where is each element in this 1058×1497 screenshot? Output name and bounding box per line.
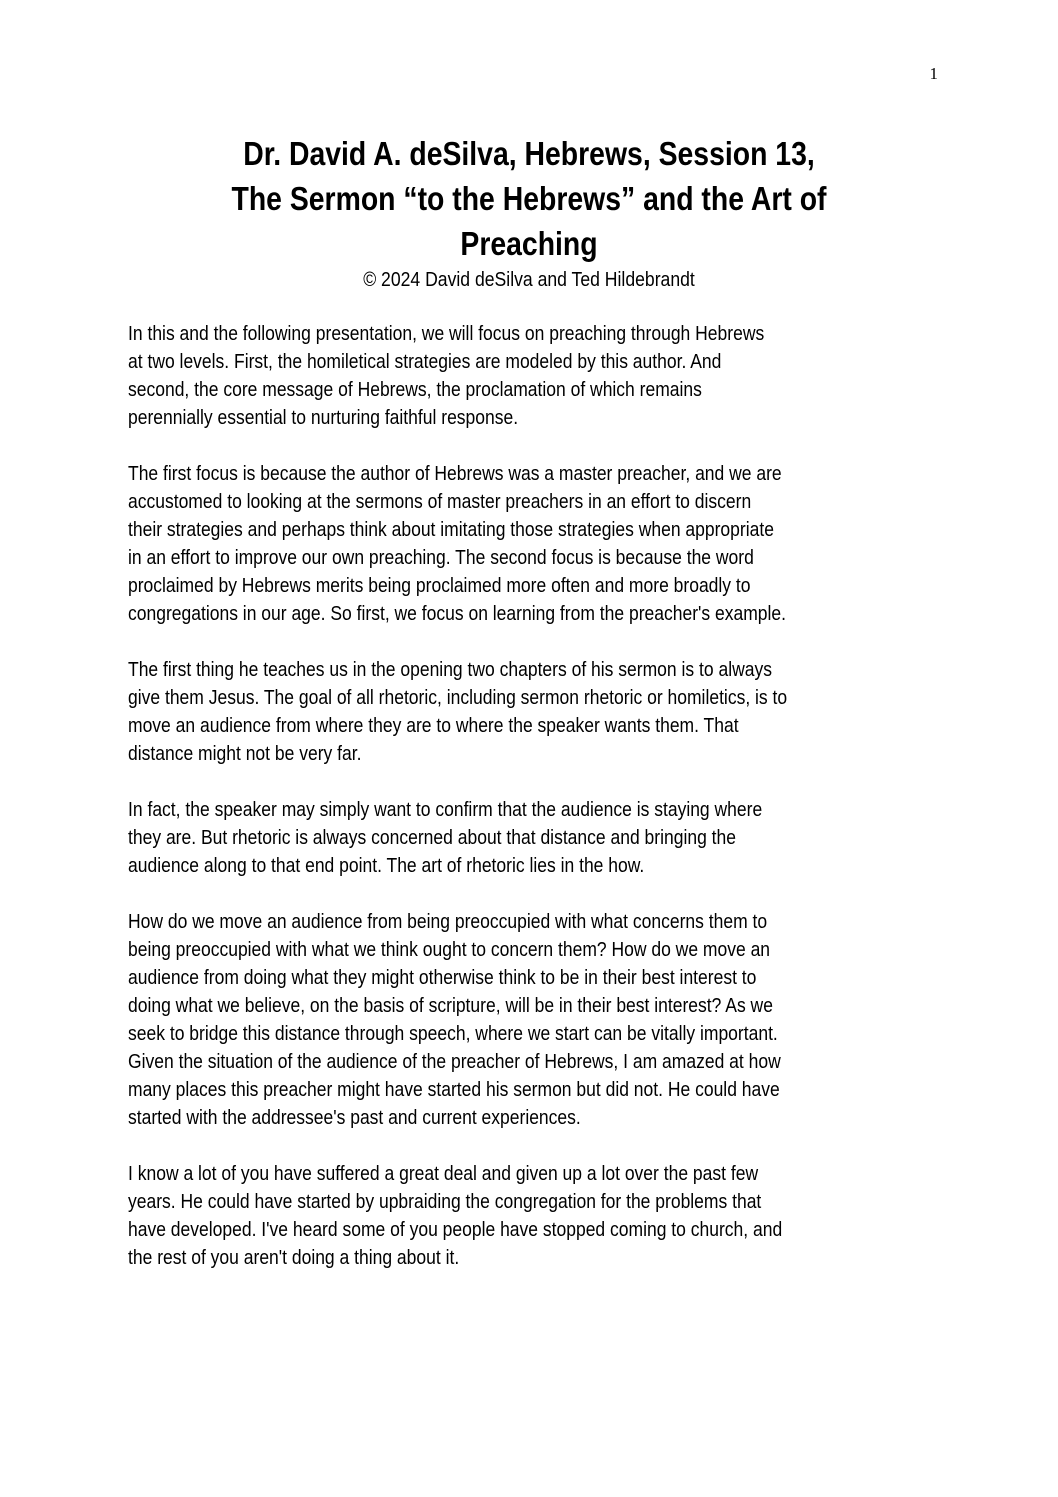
copyright-notice: © 2024 David deSilva and Ted Hildebrandt bbox=[363, 269, 695, 291]
text-line: The first focus is because the author of Hebrews was a master preacher, and we are bbox=[128, 463, 782, 485]
text-line: at two levels. First, the homiletical strategies are modeled by this author. And bbox=[128, 351, 722, 373]
text-line: distance might not be very far. bbox=[128, 743, 362, 765]
text-line: give them Jesus. The goal of all rhetoric, including sermon rhetoric or homiletics, is to bbox=[128, 687, 788, 709]
text-line: years. He could have started by upbraiding the congregation for the problems that bbox=[128, 1191, 762, 1213]
paragraph bbox=[128, 320, 958, 432]
text-line: seek to bridge this distance through speech, where we start can be vitally important. bbox=[128, 1023, 778, 1045]
text-line: I know a lot of you have suffered a great deal and given up a lot over the past few bbox=[128, 1163, 759, 1185]
paragraph bbox=[128, 796, 958, 880]
text-line: In this and the following presentation, we will focus on preaching through Hebrews bbox=[128, 323, 765, 345]
document-title bbox=[100, 131, 958, 266]
text-line: In fact, the speaker may simply want to confirm that the audience is staying where bbox=[128, 799, 763, 821]
text-line: Given the situation of the audience of the preacher of Hebrews, I am amazed at how bbox=[128, 1051, 781, 1073]
title-line: Dr. David A. deSilva, Hebrews, Session 13, bbox=[243, 135, 815, 172]
text-line: they are. But rhetoric is always concerned about that distance and bringing the bbox=[128, 827, 737, 849]
paragraph bbox=[128, 1160, 958, 1272]
text-line: congregations in our age. So first, we focus on learning from the preacher's example. bbox=[128, 603, 787, 625]
text-line: accustomed to looking at the sermons of master preachers in an effort to discern bbox=[128, 491, 752, 513]
document-body bbox=[128, 320, 958, 1300]
paragraph bbox=[128, 908, 958, 1132]
text-line: started with the addressee's past and current experiences. bbox=[128, 1107, 581, 1129]
page-number: 1 bbox=[929, 64, 938, 83]
title-line: The Sermon “to the Hebrews” and the Art of bbox=[231, 180, 827, 217]
text-line: many places this preacher might have started his sermon but did not. He could have bbox=[128, 1079, 780, 1101]
text-line: perennially essential to nurturing faithful response. bbox=[128, 407, 519, 429]
paragraph bbox=[128, 460, 958, 628]
text-line: move an audience from where they are to where the speaker wants them. That bbox=[128, 715, 739, 737]
text-line: their strategies and perhaps think about imitating those strategies when appropriate bbox=[128, 519, 774, 541]
text-line: audience along to that end point. The art of rhetoric lies in the how. bbox=[128, 855, 645, 877]
text-line: second, the core message of Hebrews, the proclamation of which remains bbox=[128, 379, 702, 401]
text-line: being preoccupied with what we think ought to concern them? How do we move an bbox=[128, 939, 771, 961]
text-line: How do we move an audience from being preoccupied with what concerns them to bbox=[128, 911, 768, 933]
text-line: have developed. I've heard some of you people have stopped coming to church, and bbox=[128, 1219, 783, 1241]
text-line: doing what we believe, on the basis of scripture, will be in their best interest? As we bbox=[128, 995, 773, 1017]
text-line: audience from doing what they might otherwise think to be in their best interest to bbox=[128, 967, 757, 989]
paragraph bbox=[128, 656, 958, 768]
text-line: The first thing he teaches us in the opening two chapters of his sermon is to always bbox=[128, 659, 772, 681]
text-line: proclaimed by Hebrews merits being proclaimed more often and more broadly to bbox=[128, 575, 751, 597]
title-line: Preaching bbox=[460, 225, 598, 262]
text-line: in an effort to improve our own preaching. The second focus is because the word bbox=[128, 547, 754, 569]
text-line: the rest of you aren't doing a thing about it. bbox=[128, 1247, 460, 1269]
document-header bbox=[100, 131, 958, 294]
